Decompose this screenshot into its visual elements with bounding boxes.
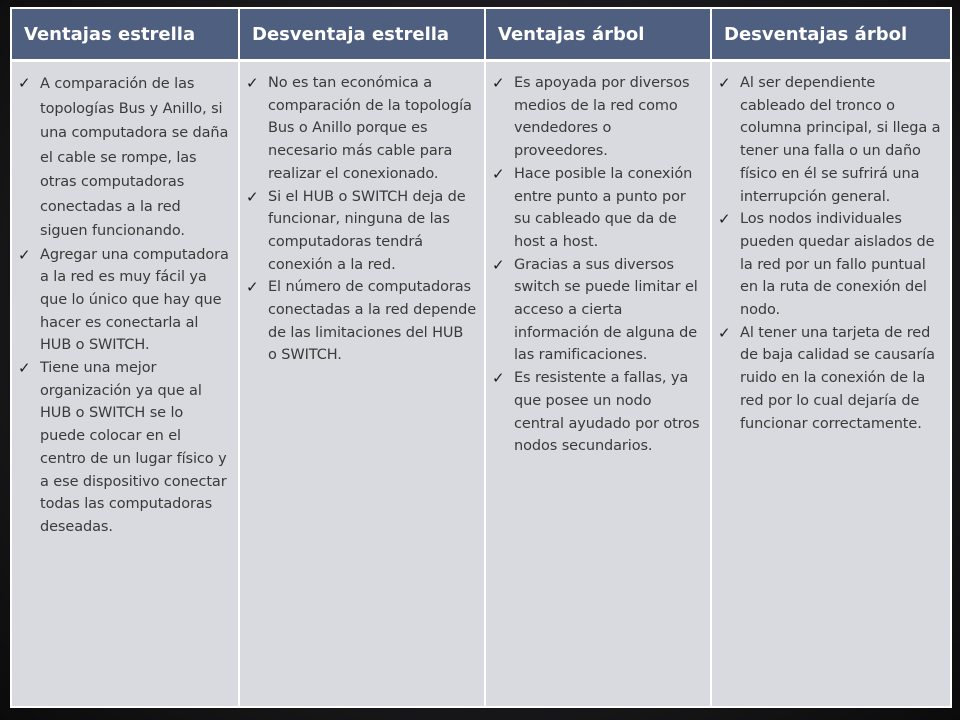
- list-item-text: Al ser dependiente cableado del tronco o columna principal, si llega a tener una falla o un daño físico en él se sufrirá una interrupción general.: [740, 75, 941, 205]
- cell-desventaja-estrella: [239, 61, 485, 708]
- list-item: [246, 276, 476, 367]
- list-item-text: Al tener una tarjeta de red de baja calidad se causaría ruido en la conexión de la red por lo cual dejaría de funcionar correctamente.: [740, 324, 935, 432]
- header-desventajas-arbol: Desventajas árbol: [711, 8, 951, 61]
- checkmark-icon: ✓: [246, 278, 259, 297]
- list-item: [718, 72, 942, 208]
- cell-ventajas-estrella: [11, 61, 239, 708]
- list-item-text: Gracias a sus diversos switch se puede limitar el acceso a cierta información de alguna de las ramificaciones.: [514, 256, 698, 364]
- list-desventaja-estrella: [246, 72, 476, 367]
- cell-ventajas-arbol: [485, 61, 711, 708]
- list-item: [718, 322, 942, 436]
- checkmark-icon: ✓: [718, 74, 731, 92]
- list-item-text: Agregar una computadora a la red es muy fácil ya que lo único que hay que hacer es conectarla al HUB o SWITCH.: [40, 246, 229, 354]
- body-row: [11, 61, 951, 708]
- list-desventajas-arbol: [718, 72, 942, 435]
- cell-desventajas-arbol: [711, 61, 951, 708]
- list-item-text: A comparación de las topologías Bus y Anillo, si una computadora se daña el cable se rompe, las otras computadoras conectadas a la red siguen funcionando.: [40, 76, 229, 239]
- checkmark-icon: ✓: [18, 359, 31, 378]
- checkmark-icon: ✓: [492, 164, 505, 183]
- list-item: [18, 72, 230, 244]
- header-ventajas-arbol: Ventajas árbol: [485, 8, 711, 61]
- checkmark-icon: ✓: [246, 74, 259, 92]
- list-item: [492, 367, 702, 458]
- list-item: [718, 208, 942, 322]
- list-item: [18, 244, 230, 358]
- checkmark-icon: ✓: [18, 245, 31, 264]
- checkmark-icon: ✓: [492, 255, 505, 274]
- checkmark-icon: ✓: [246, 187, 259, 206]
- header-desventaja-estrella: Desventaja estrella: [239, 8, 485, 61]
- header-row: [11, 8, 951, 61]
- list-item: [492, 163, 702, 254]
- checkmark-icon: ✓: [718, 210, 731, 229]
- list-item-text: El número de computadoras conectadas a la red depende de las limitaciones del HUB o SWITCH.: [268, 279, 477, 364]
- checkmark-icon: ✓: [18, 74, 31, 92]
- list-item: [246, 72, 476, 186]
- list-ventajas-arbol: [492, 72, 702, 458]
- list-item: [492, 72, 702, 163]
- list-item-text: Es resistente a fallas, ya que posee un nodo central ayudado por otros nodos secundarios.: [514, 370, 700, 455]
- comparison-table: [10, 7, 952, 708]
- list-item: [18, 357, 230, 539]
- list-item-text: Tiene una mejor organización ya que al HUB o SWITCH se lo puede colocar en el centro de un lugar físico y a ese dispositivo conectar todas las computadoras deseadas.: [40, 360, 227, 535]
- list-item: [492, 254, 702, 368]
- list-item-text: Si el HUB o SWITCH deja de funcionar, ninguna de las computadoras tendrá conexión a la red.: [268, 188, 466, 273]
- checkmark-icon: ✓: [718, 323, 731, 342]
- checkmark-icon: ✓: [492, 74, 505, 92]
- list-item-text: Los nodos individuales pueden quedar aislados de la red por un fallo puntual en la ruta de conexión del nodo.: [740, 211, 935, 319]
- list-item-text: Es apoyada por diversos medios de la red como vendedores o proveedores.: [514, 75, 690, 160]
- list-item-text: Hace posible la conexión entre punto a punto por su cableado que da de host a host.: [514, 165, 693, 250]
- list-item-text: No es tan económica a comparación de la topología Bus o Anillo porque es necesario más cable para realizar el conexionado.: [268, 75, 472, 182]
- list-ventajas-estrella: [18, 72, 230, 539]
- header-ventajas-estrella: Ventajas estrella: [11, 8, 239, 61]
- checkmark-icon: ✓: [492, 369, 505, 388]
- list-item: [246, 186, 476, 277]
